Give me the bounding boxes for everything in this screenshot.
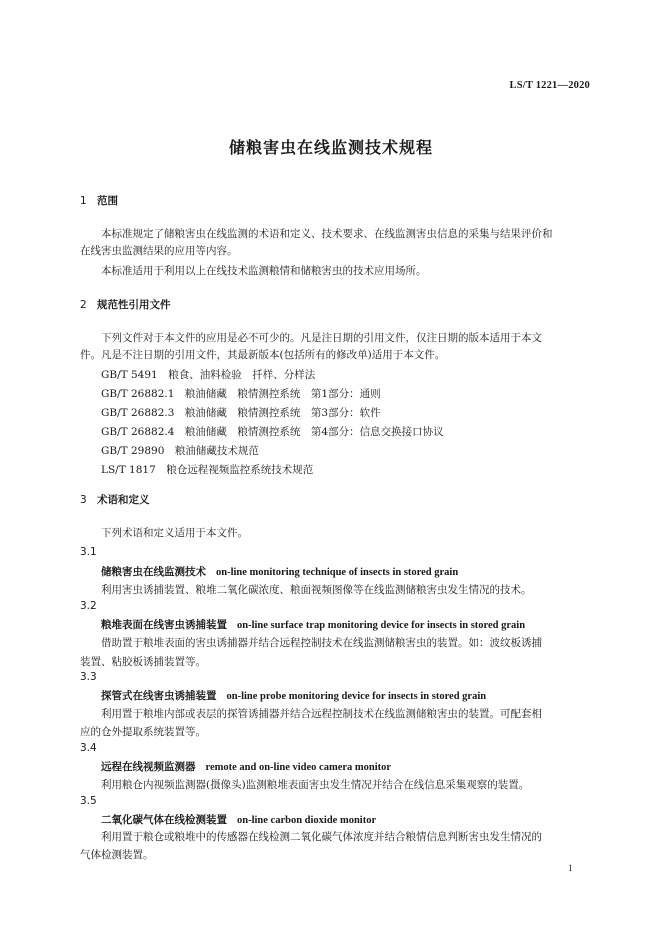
section-title: 术语和定义	[97, 494, 150, 506]
section-number: 2	[80, 299, 87, 311]
term-name	[101, 688, 486, 703]
section-1-paragraph-2	[80, 263, 592, 280]
section-2-paragraph-1	[80, 330, 592, 364]
document-title: 储粮害虫在线监测技术规程	[228, 138, 433, 157]
normative-reference: GB/T 26882.4 粮油储藏 粮情测控系统 第4部分：信息交换接口协议	[101, 426, 444, 438]
normative-reference: GB/T 26882.3 粮油储藏 粮情测控系统 第3部分：软件	[101, 407, 381, 419]
term-name	[101, 564, 458, 579]
standard-code: LS/T 1221—2020	[509, 80, 590, 91]
section-1-heading	[80, 193, 118, 208]
section-3-intro: 下列术语和定义适用于本文件。	[101, 527, 248, 539]
paragraph-line: 下列文件对于本文件的应用是必不可少的。凡是注日期的引用文件，仅注日期的版本适用于本文	[101, 332, 542, 344]
paragraph-line: 件。凡是不注日期的引用文件，其最新版本(包括所有的修改单)适用于本文件。	[80, 349, 446, 361]
term-name-en: on-line monitoring technique of insects in stored grain	[216, 567, 459, 578]
paragraph-line: 在线害虫监测结果的应用等内容。	[80, 245, 238, 257]
term-number: 3.2	[80, 600, 97, 612]
term-number: 3.4	[80, 742, 97, 754]
term-name-zh: 远程在线视频监测器	[101, 761, 196, 773]
term-number: 3.3	[80, 671, 97, 683]
term-definition: 利用害虫诱捕装置、粮堆二氧化碳浓度、粮面视频图像等在线监测储粮害虫发生情况的技术。	[101, 584, 532, 596]
term-name	[101, 617, 525, 632]
term-definition: 利用置于粮仓或粮堆中的传感器在线检测二氧化碳气体浓度并结合粮情信息判断害虫发生情况的	[101, 831, 542, 843]
section-3-heading	[80, 492, 150, 507]
paragraph-line: 本标准适用于利用以上在线技术监测粮情和储粮害虫的技术应用场所。	[101, 265, 427, 277]
normative-reference: LS/T 1817 粮仓远程视频监控系统技术规范	[101, 464, 314, 476]
section-number: 1	[80, 195, 87, 207]
term-definition: 借助置于粮堆表面的害虫诱捕器并结合远程控制技术在线监测储粮害虫的装置。如：波纹板诱捕	[101, 637, 542, 649]
normative-reference: GB/T 26882.1 粮油储藏 粮情测控系统 第1部分：通则	[101, 388, 381, 400]
term-name-en: remote and on-line video camera monitor	[205, 762, 392, 773]
term-definition-continued: 装置、粘胶板诱捕装置等。	[80, 656, 206, 668]
section-2-heading	[80, 297, 171, 312]
page-number: 1	[568, 863, 573, 873]
term-name	[101, 812, 376, 827]
section-1-paragraph-1	[80, 226, 592, 260]
term-name-en: on-line surface trap monitoring device for insects in stored grain	[237, 620, 526, 631]
term-definition-continued: 应的仓外提取系统装置等。	[80, 726, 206, 738]
term-definition-continued: 气体检测装置。	[80, 849, 154, 861]
section-number: 3	[80, 494, 87, 506]
term-name-zh: 探管式在线害虫诱捕装置	[101, 690, 217, 702]
term-number: 3.1	[80, 546, 97, 558]
term-name-en: on-line probe monitoring device for insects in stored grain	[226, 691, 487, 702]
term-name-zh: 粮堆表面在线害虫诱捕装置	[101, 619, 227, 631]
normative-reference: GB/T 5491 粮食、油料检验 扦样、分样法	[101, 369, 316, 381]
section-title: 范围	[97, 195, 118, 207]
term-definition: 利用粮仓内视频监测器(摄像头)监测粮堆表面害虫发生情况并结合在线信息采集观察的装置。	[101, 779, 530, 791]
term-name-en: on-line carbon dioxide monitor	[237, 815, 377, 826]
term-name-zh: 储粮害虫在线监测技术	[101, 566, 206, 578]
term-number: 3.5	[80, 795, 97, 807]
term-definition: 利用置于粮堆内部或表层的探管诱捕器并结合远程控制技术在线监测储粮害虫的装置。可配套相	[101, 708, 542, 720]
paragraph-line: 本标准规定了储粮害虫在线监测的术语和定义、技术要求、在线监测害虫信息的采集与结果评价和	[101, 228, 553, 240]
term-name	[101, 759, 391, 774]
normative-reference: GB/T 29890 粮油储藏技术规范	[101, 445, 259, 457]
term-name-zh: 二氧化碳气体在线检测装置	[101, 814, 227, 826]
section-title: 规范性引用文件	[97, 299, 171, 311]
